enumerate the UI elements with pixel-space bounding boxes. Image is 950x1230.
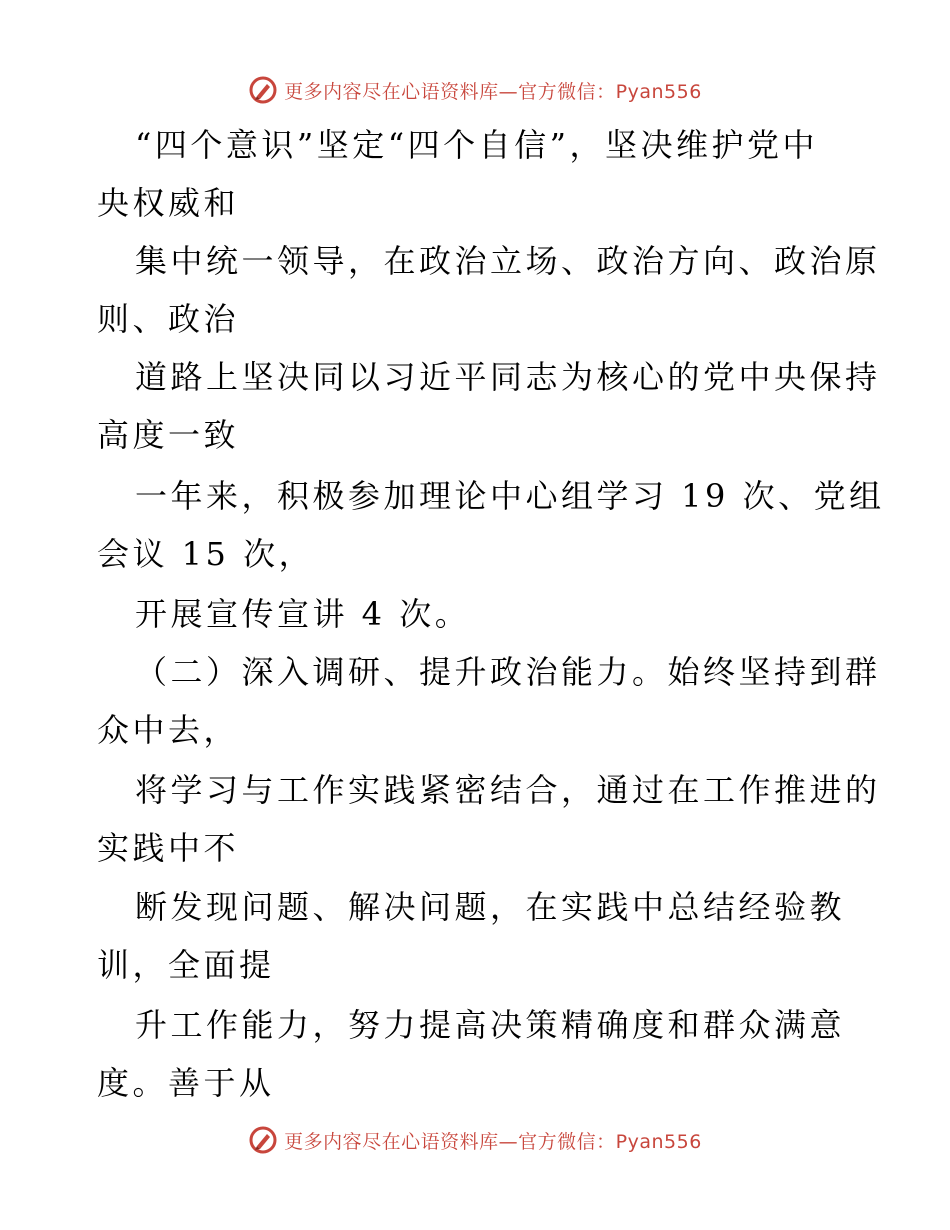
text-line: 训，全面提	[97, 946, 275, 984]
banner-wechat-text: 官方微信：Pyan556	[518, 80, 702, 103]
text-line: 央权威和	[97, 184, 240, 222]
text-line: 集中统一领导，在政治立场、政治方向、政治原	[135, 242, 881, 280]
banner-separator: —	[498, 1130, 519, 1153]
pen-logo-icon	[248, 1125, 278, 1155]
text-line: 将学习与工作实践紧密结合，通过在工作推进的	[135, 771, 881, 809]
banner-site-text: 更多内容尽在心语资料库	[284, 1130, 499, 1153]
banner-wechat-text: 官方微信：Pyan556	[518, 1130, 702, 1153]
text-line: 度。善于从	[97, 1064, 275, 1102]
header-banner	[0, 70, 950, 110]
text-line: 实践中不	[97, 829, 240, 867]
text-line: 则、政治	[97, 300, 240, 338]
text-line: 众中去，	[97, 711, 240, 749]
banner-separator: —	[498, 80, 519, 103]
text-line: 断发现问题、解决问题，在实践中总结经验教	[135, 888, 846, 926]
text-line: 开展宣传宣讲 4 次。	[135, 595, 471, 633]
text-line: 道路上坚决同以习近平同志为核心的党中央保持	[135, 358, 881, 396]
text-line: 一年来，积极参加理论中心组学习 19 次、党组	[135, 477, 885, 515]
text-line: （二）深入调研、提升政治能力。始终坚持到群	[135, 653, 881, 691]
pen-logo-icon	[248, 75, 278, 105]
text-line: 升工作能力，努力提高决策精确度和群众满意	[135, 1006, 846, 1044]
banner-site-text: 更多内容尽在心语资料库	[284, 80, 499, 103]
footer-banner	[0, 1120, 950, 1160]
text-line: “四个意识”坚定“四个自信”，坚决维护党中	[135, 126, 818, 164]
banner-text	[284, 77, 702, 104]
text-line: 会议 15 次，	[97, 535, 315, 573]
text-line: 高度一致	[97, 416, 240, 454]
banner-text	[284, 1127, 702, 1154]
